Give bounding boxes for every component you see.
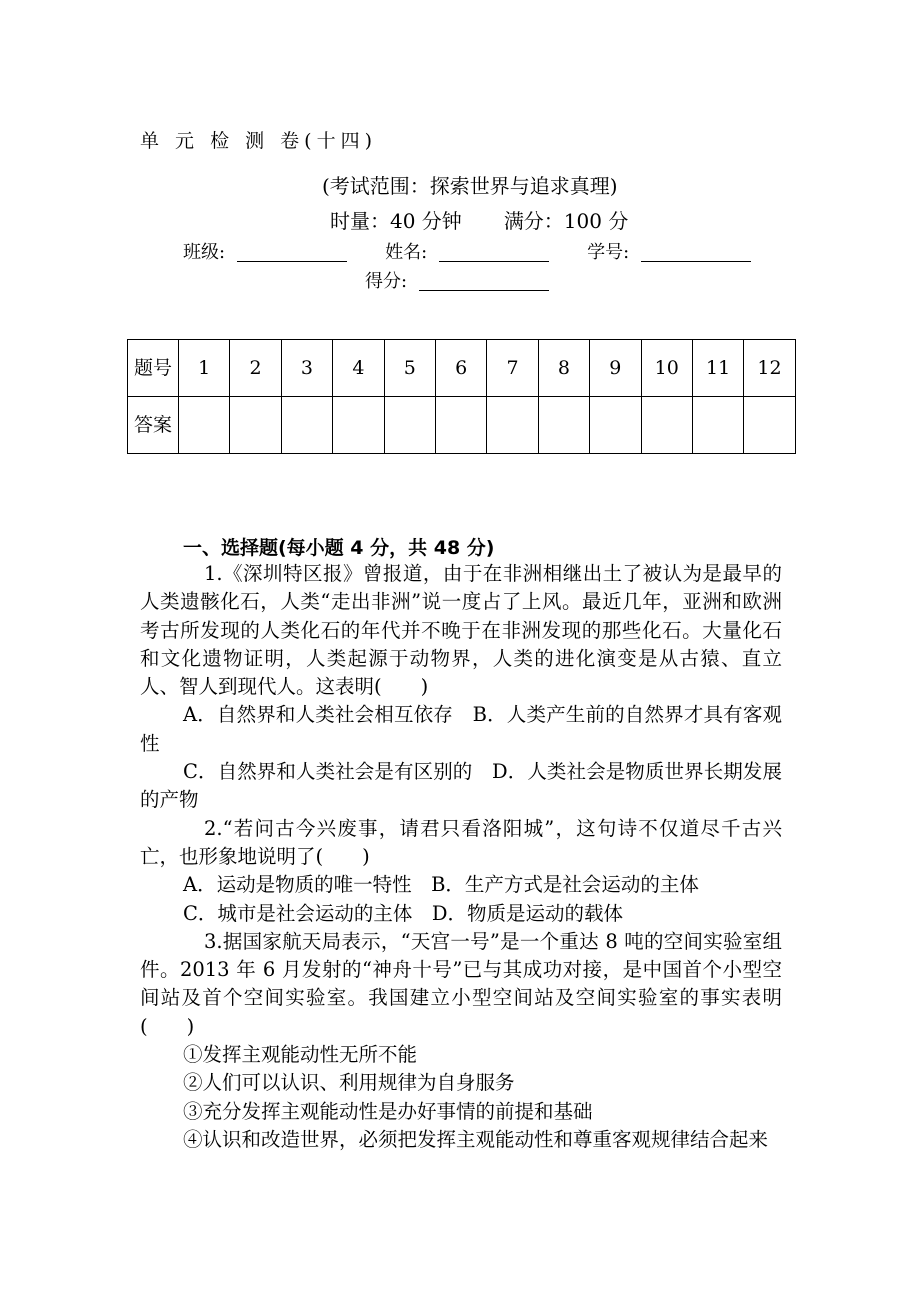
exam-scope: (考试范围：探索世界与追求真理) [322,174,618,198]
question-option: ③充分发挥主观能动性是办好事情的前提和基础 [183,1099,593,1123]
id-field[interactable] [641,260,751,262]
question-option: ①发挥主观能动性无所不能 [183,1043,418,1067]
answer-header: 答案 [128,397,179,454]
question-option: C．城市是社会运动的主体 D．物质是运动的载体 [183,901,624,925]
exam-time-score [330,205,628,234]
document-title: 单 元 检 测 卷(十四) [140,130,377,152]
answer-cell[interactable] [333,397,384,454]
question-number-header: 题号 [128,340,179,397]
id-label: 学号: [587,242,630,263]
question-number-cell: 8 [538,340,589,397]
question-option: ④认识和改造世界，必须把发挥主观能动性和尊重客观规律结合起来 [183,1127,769,1151]
answer-cell[interactable] [230,397,281,454]
student-info-row [183,238,751,264]
answer-table [127,339,796,454]
question-number-cell: 5 [384,340,435,397]
exam-time: 时量：40 分钟 [330,209,462,233]
question-option: C．自然界和人类社会是有区别的 D．人类社会是物质世界长期发展的产物 [140,760,782,812]
answer-cell[interactable] [744,397,795,454]
question-option: A．自然界和人类社会相互依存 B．人类产生前的自然界才具有客观性 [140,703,782,755]
question-number-cell: 6 [435,340,486,397]
answer-cell[interactable] [487,397,538,454]
question-number-cell: 12 [744,340,795,397]
answer-cell[interactable] [538,397,589,454]
question-number-cell: 9 [590,340,641,397]
answer-cell[interactable] [435,397,486,454]
answer-cell[interactable] [179,397,230,454]
score-label: 得分: [365,271,408,292]
question-option: A．运动是物质的唯一特性 B．生产方式是社会运动的主体 [183,873,699,897]
table-row [128,397,796,454]
question-option: ②人们可以认识、利用规律为自身服务 [183,1071,515,1095]
questions-body [140,560,782,1154]
section-title: 一、选择题(每小题 4 分，共 48 分) [183,537,495,559]
name-label: 姓名: [385,242,428,263]
class-field[interactable] [237,260,347,262]
answer-cell[interactable] [692,397,743,454]
answer-cell[interactable] [590,397,641,454]
question-number-cell: 2 [230,340,281,397]
question-stem: 2.“若问古今兴废事，请君只看洛阳城”，这句诗不仅道尽千古兴亡，也形象地说明了( ) [140,816,782,868]
name-field[interactable] [439,260,549,262]
question-number-cell: 11 [692,340,743,397]
class-label: 班级: [183,242,226,263]
answer-cell[interactable] [384,397,435,454]
question-number-cell: 7 [487,340,538,397]
question-stem: 1.《深圳特区报》曾报道，由于在非洲相继出土了被认为是最早的人类遗骸化石，人类“走出非洲”说一度占了上风。最近几年，亚洲和欧洲考古所发现的人类化石的年代并不晚于在非洲发现的那些化石。大量化石和文化遗物证明，人类起源于动物界，人类的进化演变是从古猿、直立人、智人到现代人。这表明( ) [140,562,782,699]
score-row [365,267,549,293]
score-field[interactable] [419,289,549,291]
question-number-cell: 3 [281,340,332,397]
answer-cell[interactable] [281,397,332,454]
table-row [128,340,796,397]
question-number-cell: 10 [641,340,692,397]
question-number-cell: 1 [179,340,230,397]
question-stem: 3.据国家航天局表示，“天宫一号”是一个重达 8 吨的空间实验室组件。2013 年 6 月发射的“神舟十号”已与其成功对接，是中国首个小型空间站及首个空间实验室。我国建立小型空间站及空间实验室的事实表明( ) [140,929,782,1038]
answer-cell[interactable] [641,397,692,454]
full-score: 满分：100 分 [503,209,629,233]
question-number-cell: 4 [333,340,384,397]
